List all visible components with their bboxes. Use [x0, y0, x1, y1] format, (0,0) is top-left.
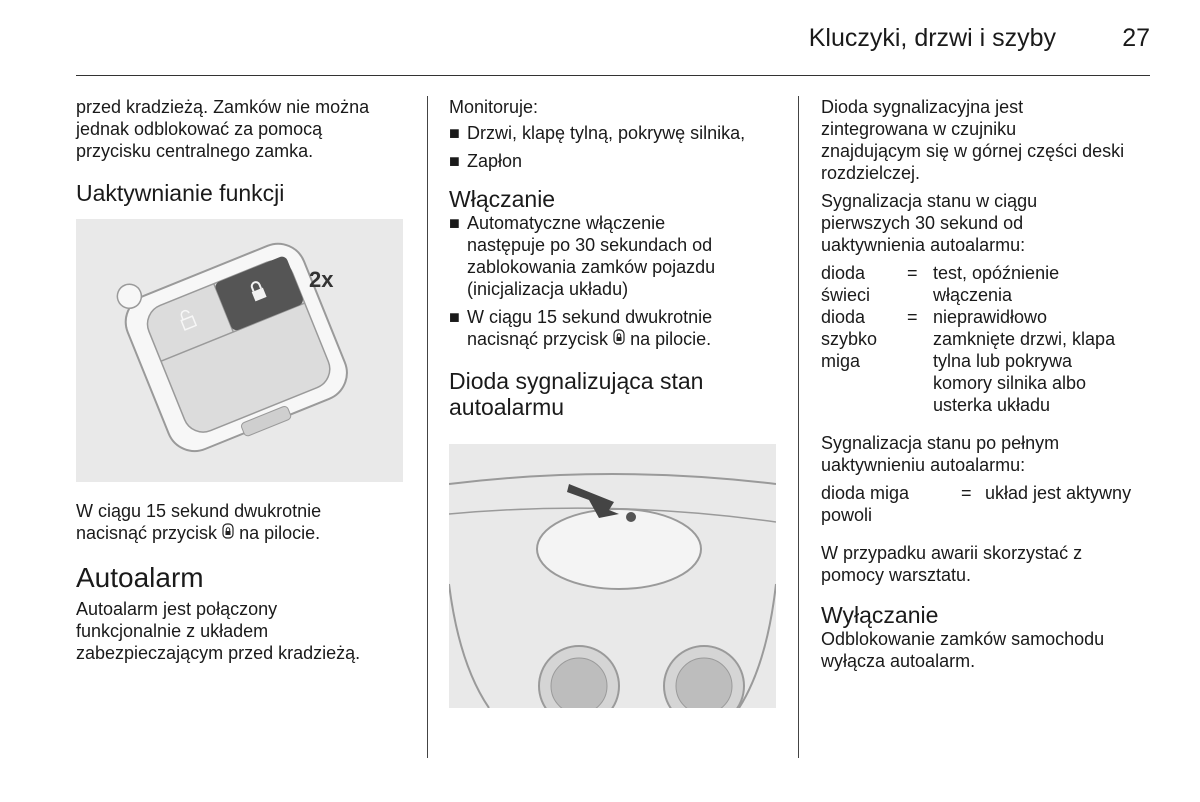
off-line: wyłącza autoalarm. [821, 651, 976, 671]
column-2 [449, 96, 784, 420]
monitor-label: Monitoruje: [449, 97, 539, 117]
intro-line: przed kradzieżą. Zamków nie można [76, 97, 370, 117]
header-rule [76, 75, 1150, 76]
full-activation-line: uaktywnieniu autoalarmu: [821, 455, 1026, 475]
section-line: Autoalarm jest połączony [76, 599, 278, 619]
led-text-line: rozdzielczej. [821, 163, 921, 183]
column-1 [76, 96, 411, 206]
heading-led: Dioda sygnalizująca stan [449, 368, 704, 394]
heading-on: Włączanie [449, 186, 556, 212]
full-activation-line: Sygnalizacja stanu po pełnym [821, 433, 1060, 453]
heading-led: autoalarmu [449, 394, 565, 420]
page-number: 27 [1122, 24, 1150, 52]
list-item: ■ Automatyczne włączenie następuje po 30 sekundach od zablokowania zamków pojazdu (inicjalizacja układu) [449, 213, 716, 299]
section-title-autoalarm: Autoalarm [76, 562, 204, 593]
key-fob-illustration [76, 219, 403, 482]
heading-activation: Uaktywnianie funkcji [76, 180, 285, 206]
key-fob-figure [76, 219, 403, 482]
figure-label: 2x [309, 267, 334, 292]
lock-button-icon [222, 522, 234, 544]
dashboard-figure [449, 444, 776, 708]
status-table-row: dioda miga powoli = układ jest aktywny [821, 483, 1132, 525]
column-3 [821, 96, 1156, 672]
page-header-title: Kluczyki, drzwi i szyby [808, 24, 1056, 52]
lock-button-icon [613, 328, 625, 350]
first30-line: Sygnalizacja stanu w ciągu [821, 191, 1038, 211]
instruction-line: nacisnąć przycisk na pilocie. [76, 523, 321, 543]
list-item: ■ Zapłon [449, 151, 523, 171]
section-line: funkcjonalnie z układem [76, 621, 269, 641]
column-divider-1 [427, 96, 428, 758]
intro-line: przycisku centralnego zamka. [76, 141, 314, 161]
dashboard-illustration [449, 444, 776, 708]
first30-line: uaktywnienia autoalarmu: [821, 235, 1026, 255]
status-table-row: dioda szybko miga = nieprawidłowo zamknięte drzwi, klapa tylna lub pokrywa komory silnika albo usterka układu [821, 307, 1116, 415]
column-1-lower [76, 500, 411, 664]
intro-line: jednak odblokować za pomocą [76, 119, 323, 139]
failure-line: W przypadku awarii skorzystać z [821, 543, 1083, 563]
heading-off: Wyłączanie [821, 602, 939, 628]
off-line: Odblokowanie zamków samochodu [821, 629, 1105, 649]
failure-line: pomocy warsztatu. [821, 565, 972, 585]
section-line: zabezpieczającym przed kradzieżą. [76, 643, 361, 663]
led-text-line: znajdującym się w górnej części deski [821, 141, 1125, 161]
column-divider-2 [798, 96, 799, 758]
status-table-row: dioda świeci = test, opóźnienie włączenia [821, 263, 1060, 305]
first30-line: pierwszych 30 sekund od [821, 213, 1024, 233]
led-text-line: Dioda sygnalizacyjna jest [821, 97, 1024, 117]
instruction-line: W ciągu 15 sekund dwukrotnie [76, 501, 322, 521]
list-item: ■ Drzwi, klapę tylną, pokrywę silnika, [449, 123, 746, 143]
list-item: ■ W ciągu 15 sekund dwukrotnie nacisnąć przycisk na pilocie. [449, 307, 713, 349]
led-text-line: zintegrowana w czujniku [821, 119, 1017, 139]
